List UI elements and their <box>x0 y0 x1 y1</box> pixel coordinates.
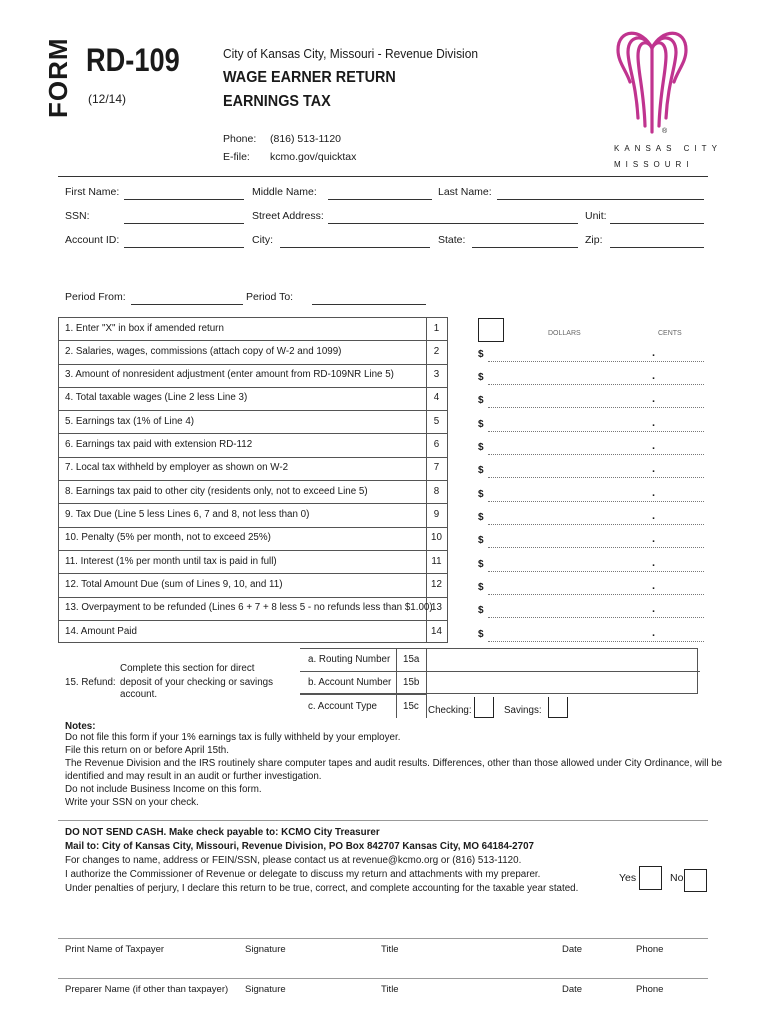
line-5-text: 5. Earnings tax (1% of Line 4) <box>65 416 195 427</box>
preparer-name-label: Preparer Name (if other than taxpayer) <box>65 984 229 995</box>
dollars-column-header: DOLLARS <box>548 330 581 337</box>
line-14-text: 14. Amount Paid <box>65 626 137 637</box>
last-name-field[interactable] <box>497 186 704 200</box>
taxpayer-title-label: Title <box>381 944 399 955</box>
logo-registered-mark: ® <box>662 128 668 135</box>
line-3-dollar-sign: $ <box>478 372 484 383</box>
line-2-amount-field[interactable] <box>488 361 704 362</box>
row-divider <box>58 433 448 434</box>
logo-text-kansas-city: KANSAS CITY <box>614 144 722 153</box>
period-from-field[interactable] <box>131 291 243 305</box>
refund-description-2: deposit of your checking or savings <box>120 677 274 688</box>
line-7-text: 7. Local tax withheld by employer as shown on W-2 <box>65 462 289 473</box>
line-7-number: 7 <box>433 462 440 473</box>
street-address-label: Street Address: <box>252 210 324 222</box>
period-from-label: Period From: <box>65 291 126 303</box>
line-11-cents-dot: . <box>652 557 656 569</box>
line-8-amount-field[interactable] <box>488 501 704 502</box>
taxpayer-name-label: Print Name of Taxpayer <box>65 944 165 955</box>
taxpayer-signature-label: Signature <box>245 944 286 955</box>
period-to-field[interactable] <box>312 291 426 305</box>
line-9-cents-dot: . <box>652 510 656 522</box>
line-5-cents-dot: . <box>652 417 656 429</box>
first-name-label: First Name: <box>65 186 120 198</box>
line-9-dollar-sign: $ <box>478 512 484 523</box>
preparer-signature-line[interactable] <box>58 978 708 979</box>
city-label: City: <box>252 234 273 246</box>
authorize-no-checkbox[interactable] <box>684 869 707 892</box>
row-divider <box>58 340 448 341</box>
notes-heading: Notes: <box>65 721 96 732</box>
account-id-field[interactable] <box>124 234 244 248</box>
line-5-number: 5 <box>433 416 440 427</box>
ssn-label: SSN: <box>65 210 90 222</box>
account-id-label: Account ID: <box>65 234 120 246</box>
fountain-heart-icon <box>612 22 692 140</box>
line-6-number: 6 <box>433 439 440 450</box>
savings-label: Savings: <box>504 705 542 716</box>
refund-number-divider-left <box>396 648 397 718</box>
line-2-text: 2. Salaries, wages, commissions (attach copy of W-2 and 1099) <box>65 346 342 357</box>
line-11-number: 11 <box>431 556 442 567</box>
line-2-number: 2 <box>433 346 440 357</box>
row-divider <box>58 503 448 504</box>
line-14-dollar-sign: $ <box>478 629 484 640</box>
refund-description-1: Complete this section for direct <box>120 663 255 674</box>
line-9-number: 9 <box>433 509 440 520</box>
form-title: WAGE EARNER RETURN <box>223 69 396 86</box>
routing-number-label: a. Routing Number <box>308 654 391 665</box>
changes-contact: For changes to name, address or FEIN/SSN, please contact us at revenue@kcmo.org or (816) 513-1120. <box>65 855 522 866</box>
amended-return-checkbox[interactable] <box>478 318 504 342</box>
line-9-text: 9. Tax Due (Line 5 less Lines 6, 7 and 8, not less than 0) <box>65 509 310 520</box>
authorize-yes-label: Yes <box>619 872 637 884</box>
mailing-address: Mail to: City of Kansas City, Missouri, Revenue Division, PO Box 842707 Kansas City, MO 64184-2707 <box>65 841 534 852</box>
line-4-amount-field[interactable] <box>488 407 704 408</box>
taxpayer-signature-line[interactable] <box>58 938 708 939</box>
period-to-label: Period To: <box>246 291 294 303</box>
account-number-label: b. Account Number <box>308 677 392 688</box>
unit-label: Unit: <box>585 210 607 222</box>
preparer-authorization: I authorize the Commissioner of Revenue or delegate to discuss my return and attachments with my preparer. <box>65 869 541 880</box>
line-2-dollar-sign: $ <box>478 349 484 360</box>
zip-label: Zip: <box>585 234 603 246</box>
account-number-line: 15b <box>403 677 420 688</box>
last-name-label: Last Name: <box>438 186 492 198</box>
line-3-number: 3 <box>433 369 440 380</box>
line-6-cents-dot: . <box>652 440 656 452</box>
line-14-amount-field[interactable] <box>488 641 704 642</box>
form-revision: (12/14) <box>88 92 127 106</box>
line-4-number: 4 <box>433 392 440 403</box>
line-12-cents-dot: . <box>652 580 656 592</box>
line-13-text: 13. Overpayment to be refunded (Lines 6 + 7 + 8 less 5 - no refunds less than $1.00) <box>65 602 433 613</box>
line-6-dollar-sign: $ <box>478 442 484 453</box>
line-8-dollar-sign: $ <box>478 489 484 500</box>
line-1-text: 1. Enter "X" in box if amended return <box>65 323 224 334</box>
form-number: RD-109 <box>86 42 180 78</box>
line-8-cents-dot: . <box>652 487 656 499</box>
phone-label: Phone: <box>223 133 257 145</box>
authorize-yes-checkbox[interactable] <box>639 866 662 890</box>
no-cash-notice: DO NOT SEND CASH. Make check payable to: KCMO City Treasurer <box>65 827 380 838</box>
preparer-title-label: Title <box>381 984 399 995</box>
zip-field[interactable] <box>610 234 704 248</box>
authorize-no-label: No <box>670 872 684 884</box>
perjury-declaration: Under penalties of perjury, I declare this return to be true, correct, and complete accounting for the taxable year stated. <box>65 883 579 894</box>
refund-row-divider-2 <box>300 694 426 695</box>
line-3-text: 3. Amount of nonresident adjustment (enter amount from RD-109NR Line 5) <box>65 369 394 380</box>
logo-text-missouri: MISSOURI <box>614 160 694 169</box>
form-subtitle: EARNINGS TAX <box>223 93 331 110</box>
refund-description-3: account. <box>120 689 158 700</box>
line-10-dollar-sign: $ <box>478 535 484 546</box>
line-7-cents-dot: . <box>652 463 656 475</box>
row-divider <box>58 364 448 365</box>
cents-column-header: CENTS <box>658 330 682 337</box>
line-3-cents-dot: . <box>652 370 656 382</box>
ssn-field[interactable] <box>124 210 244 224</box>
note-2: File this return on or before April 15th. <box>65 745 229 756</box>
row-divider <box>58 387 448 388</box>
first-name-field[interactable] <box>124 186 244 200</box>
state-field[interactable] <box>472 234 578 248</box>
line-6-text: 6. Earnings tax paid with extension RD-112 <box>65 439 253 450</box>
refund-number-divider-right <box>426 648 427 718</box>
line-10-cents-dot: . <box>652 533 656 545</box>
street-address-field[interactable] <box>328 210 578 224</box>
note-4: identified and may result in an audit or further investigation. <box>65 771 322 782</box>
line-10-amount-field[interactable] <box>488 547 704 548</box>
refund-row-divider <box>300 671 700 672</box>
line-8-text: 8. Earnings tax paid to other city (residents only, not to exceed Line 5) <box>65 486 368 497</box>
line-12-text: 12. Total Amount Due (sum of Lines 9, 10, and 11) <box>65 579 283 590</box>
note-5: Do not include Business Income on this form. <box>65 784 262 795</box>
checking-checkbox[interactable] <box>474 697 494 718</box>
phone-value: (816) 513-1120 <box>270 133 342 145</box>
account-type-label: c. Account Type <box>308 701 377 712</box>
row-divider <box>58 480 448 481</box>
row-divider <box>58 550 448 551</box>
line-8-number: 8 <box>433 486 440 497</box>
account-number-field[interactable] <box>428 673 698 693</box>
line-6-amount-field[interactable] <box>488 454 704 455</box>
line-10-text: 10. Penalty (5% per month, not to exceed 25%) <box>65 532 271 543</box>
line-3-amount-field[interactable] <box>488 384 704 385</box>
form-label-vertical: FORM <box>43 37 73 118</box>
unit-field[interactable] <box>610 210 704 224</box>
row-divider <box>58 457 448 458</box>
preparer-signature-label: Signature <box>245 984 286 995</box>
efile-value: kcmo.gov/quicktax <box>270 151 357 163</box>
header-divider <box>58 176 708 177</box>
line-13-amount-field[interactable] <box>488 617 704 618</box>
routing-number-field[interactable] <box>428 650 698 670</box>
middle-name-field[interactable] <box>328 186 432 200</box>
state-label: State: <box>438 234 466 246</box>
line-13-dollar-sign: $ <box>478 605 484 616</box>
row-divider <box>58 527 448 528</box>
line-7-amount-field[interactable] <box>488 477 704 478</box>
line-14-number: 14 <box>431 626 442 637</box>
line-12-number: 12 <box>431 579 442 590</box>
line-5-dollar-sign: $ <box>478 419 484 430</box>
line-11-dollar-sign: $ <box>478 559 484 570</box>
preparer-date-label: Date <box>562 984 583 995</box>
row-divider <box>58 620 448 621</box>
row-divider <box>58 573 448 574</box>
row-divider <box>58 410 448 411</box>
line-10-number: 10 <box>431 532 442 543</box>
line-11-text: 11. Interest (1% per month until tax is paid in full) <box>65 556 277 567</box>
line-9-amount-field[interactable] <box>488 524 704 525</box>
savings-checkbox[interactable] <box>548 697 568 718</box>
preparer-phone-label: Phone <box>636 984 664 995</box>
note-3: The Revenue Division and the IRS routinely share computer tapes and audit results. Differences, other than those allowed under City Ordinance, will be <box>65 758 723 769</box>
account-type-line: 15c <box>403 701 419 712</box>
agency-name: City of Kansas City, Missouri - Revenue Division <box>223 46 479 61</box>
line-4-cents-dot: . <box>652 393 656 405</box>
line-12-amount-field[interactable] <box>488 594 704 595</box>
taxpayer-phone-label: Phone <box>636 944 664 955</box>
taxpayer-date-label: Date <box>562 944 583 955</box>
notes-divider <box>58 820 708 821</box>
middle-name-label: Middle Name: <box>252 186 317 198</box>
efile-label: E-file: <box>223 151 250 163</box>
line-12-dollar-sign: $ <box>478 582 484 593</box>
city-field[interactable] <box>280 234 430 248</box>
line-1-number: 1 <box>433 323 440 334</box>
line-5-amount-field[interactable] <box>488 431 704 432</box>
kansas-city-logo <box>612 22 692 140</box>
note-1: Do not file this form if your 1% earnings tax is fully withheld by your employer. <box>65 732 401 743</box>
routing-number-line: 15a <box>403 654 420 665</box>
note-6: Write your SSN on your check. <box>65 797 199 808</box>
row-divider <box>58 597 448 598</box>
line-4-text: 4. Total taxable wages (Line 2 less Line 3) <box>65 392 248 403</box>
line-13-number: 13 <box>431 602 442 613</box>
line-14-cents-dot: . <box>652 627 656 639</box>
checking-label: Checking: <box>428 705 472 716</box>
line-2-cents-dot: . <box>652 347 656 359</box>
line-7-dollar-sign: $ <box>478 465 484 476</box>
line-11-amount-field[interactable] <box>488 571 704 572</box>
line-13-cents-dot: . <box>652 603 656 615</box>
refund-label: 15. Refund: <box>65 677 116 688</box>
line-4-dollar-sign: $ <box>478 395 484 406</box>
